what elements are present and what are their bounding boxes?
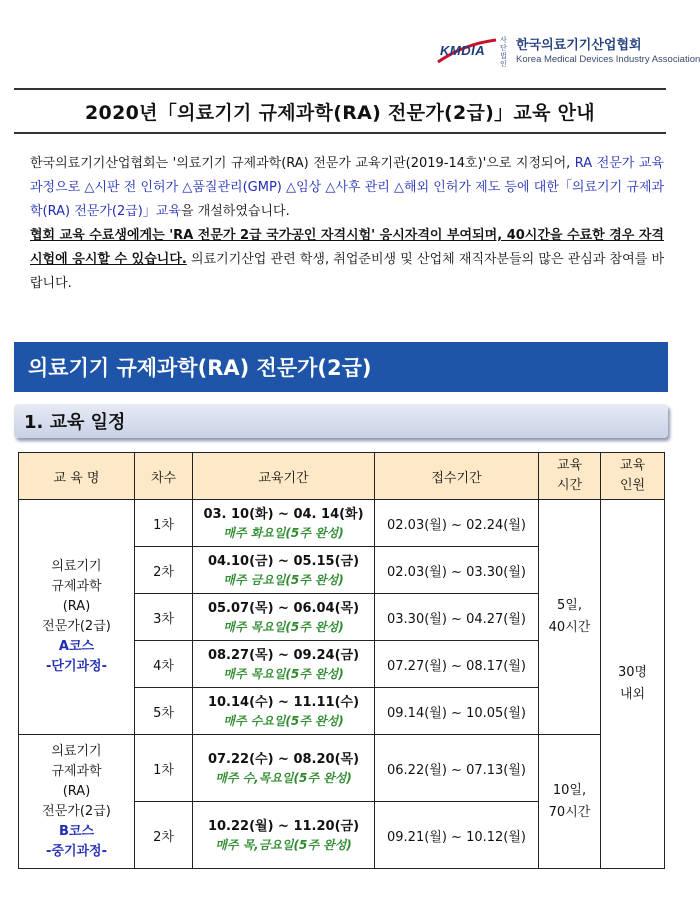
header-period: 교육기간 bbox=[193, 453, 375, 500]
receipt-cell: 07.27(월) ~ 08.17(월) bbox=[375, 641, 539, 688]
receipt-cell: 06.22(월) ~ 07.13(월) bbox=[375, 735, 539, 802]
period-dates: 03. 10(화) ~ 04. 14(화) bbox=[203, 506, 364, 522]
period-note: 매주 수요일(5주 완성) bbox=[223, 713, 344, 728]
intro-text bbox=[14, 152, 664, 296]
header-receipt: 접수기간 bbox=[375, 453, 539, 500]
course-level: -중기과정- bbox=[45, 843, 108, 859]
period-cell bbox=[193, 735, 375, 802]
period-note: 매주 목,금요일(5주 완성) bbox=[215, 837, 352, 852]
receipt-cell: 03.30(월) ~ 04.27(월) bbox=[375, 594, 539, 641]
course-a-name-cell bbox=[19, 500, 135, 735]
round-cell: 1차 bbox=[135, 735, 193, 802]
table-row bbox=[19, 735, 665, 802]
course-name-line: (RA) bbox=[62, 783, 91, 799]
period-cell bbox=[193, 641, 375, 688]
period-dates: 10.14(수) ~ 11.11(수) bbox=[207, 694, 360, 710]
header-course-name: 교 육 명 bbox=[19, 453, 135, 500]
course-tag: A코스 bbox=[58, 639, 95, 654]
header-hours bbox=[539, 453, 601, 500]
logo-name-korean: 한국의료기기산업협회 bbox=[516, 38, 642, 53]
intro-paragraph-2 bbox=[14, 224, 664, 296]
course-b-hours-cell bbox=[539, 735, 601, 869]
title-rule-bottom bbox=[14, 132, 666, 134]
table-row bbox=[19, 500, 665, 547]
title-rule-top bbox=[14, 88, 666, 90]
period-note: 매주 수,목요일(5주 완성) bbox=[215, 770, 352, 785]
course-b-name-cell bbox=[19, 735, 135, 869]
header-hours-text: 교육 시간 bbox=[556, 458, 583, 493]
logo-abbreviation: KMDIA bbox=[440, 43, 486, 58]
kmdia-logo bbox=[440, 34, 700, 74]
logo-corporation-mark: 사단법인 bbox=[500, 36, 507, 68]
people-suffix: 내외 bbox=[619, 687, 646, 702]
intro-paragraph-1 bbox=[14, 152, 664, 224]
course-name-line: 전문가(2급) bbox=[42, 619, 111, 634]
intro-p2-invitation: 의료기기산업 관련 학생, 취업준비생 및 산업체 재직자분들의 많은 관심과 참여를 바랍니다. bbox=[30, 252, 665, 291]
receipt-cell: 02.03(월) ~ 03.30(월) bbox=[375, 547, 539, 594]
round-cell: 1차 bbox=[135, 500, 193, 547]
hours-days: 10일, bbox=[552, 782, 587, 798]
intro-p2-exam-notice: 협회 교육 수료생에게는 'RA 전문가 2급 국가공인 자격시험' 응시자격이 부여되며, 40시간을 수료한 경우 자격시험에 응시할 수 있습니다. bbox=[30, 228, 664, 267]
header-people bbox=[601, 453, 665, 500]
period-dates: 10.22(월) ~ 11.20(금) bbox=[207, 818, 360, 834]
course-name-line: (RA) bbox=[62, 599, 91, 614]
round-cell: 3차 bbox=[135, 594, 193, 641]
header-people-text: 교육 인원 bbox=[619, 458, 646, 493]
receipt-cell: 09.14(월) ~ 10.05(월) bbox=[375, 688, 539, 735]
course-name-line: 전문가(2급) bbox=[42, 803, 111, 819]
people-cell bbox=[601, 500, 665, 869]
course-name-line: 의료기기 bbox=[51, 559, 102, 574]
period-dates: 05.07(목) ~ 06.04(목) bbox=[207, 600, 360, 616]
hours-total: 70시간 bbox=[548, 804, 591, 820]
header-round: 차수 bbox=[135, 453, 193, 500]
schedule-table bbox=[18, 452, 665, 869]
course-name-line: 규제과학 bbox=[51, 763, 102, 779]
round-cell: 4차 bbox=[135, 641, 193, 688]
period-cell bbox=[193, 500, 375, 547]
period-dates: 08.27(목) ~ 09.24(금) bbox=[207, 647, 360, 663]
subsection-heading: 1. 교육 일정 bbox=[14, 404, 668, 438]
period-note: 매주 목요일(5주 완성) bbox=[223, 666, 344, 681]
period-note: 매주 화요일(5주 완성) bbox=[223, 525, 344, 540]
period-dates: 07.22(수) ~ 08.20(목) bbox=[207, 751, 360, 767]
hours-days: 5일, bbox=[557, 598, 582, 613]
round-cell: 5차 bbox=[135, 688, 193, 735]
period-cell bbox=[193, 594, 375, 641]
people-count: 30명 bbox=[617, 665, 648, 680]
period-cell bbox=[193, 688, 375, 735]
receipt-cell: 02.03(월) ~ 02.24(월) bbox=[375, 500, 539, 547]
document-title: 2020년「의료기기 규제과학(RA) 전문가(2급)」교육 안내 bbox=[85, 102, 595, 124]
round-cell: 2차 bbox=[135, 802, 193, 869]
period-note: 매주 금요일(5주 완성) bbox=[223, 572, 344, 587]
course-name-line: 규제과학 bbox=[51, 579, 102, 594]
course-tag: B코스 bbox=[58, 823, 95, 839]
intro-p1-sentence: 한국의료기기산업협회는 '의료기기 규제과학(RA) 전문가 교육기관(2019-14호)'으로 지정되어, bbox=[30, 156, 571, 171]
period-note: 매주 목요일(5주 완성) bbox=[223, 619, 344, 634]
receipt-cell: 09.21(월) ~ 10.12(월) bbox=[375, 802, 539, 869]
period-cell bbox=[193, 547, 375, 594]
hours-total: 40시간 bbox=[548, 620, 591, 635]
course-name-line: 의료기기 bbox=[51, 743, 102, 759]
period-dates: 04.10(금) ~ 05.15(금) bbox=[207, 553, 360, 569]
course-a-hours-cell bbox=[539, 500, 601, 735]
intro-p1-ending: 을 개설하였습니다. bbox=[181, 204, 290, 219]
intro-p1-course-list: RA 전문가 교육과정으로 △시판 전 인허가 △품질관리(GMP) △임상 △사후 관리 △해외 인허가 제도 등에 대한「의료기기 규제과학(RA) 전문가(2급)」교육 bbox=[30, 156, 664, 219]
logo-name-english: Korea Medical Devices Industry Association bbox=[516, 54, 700, 65]
course-level: -단기과정- bbox=[45, 659, 108, 674]
round-cell: 2차 bbox=[135, 547, 193, 594]
period-cell bbox=[193, 802, 375, 869]
section-banner: 의료기기 규제과학(RA) 전문가(2급) bbox=[14, 342, 668, 392]
